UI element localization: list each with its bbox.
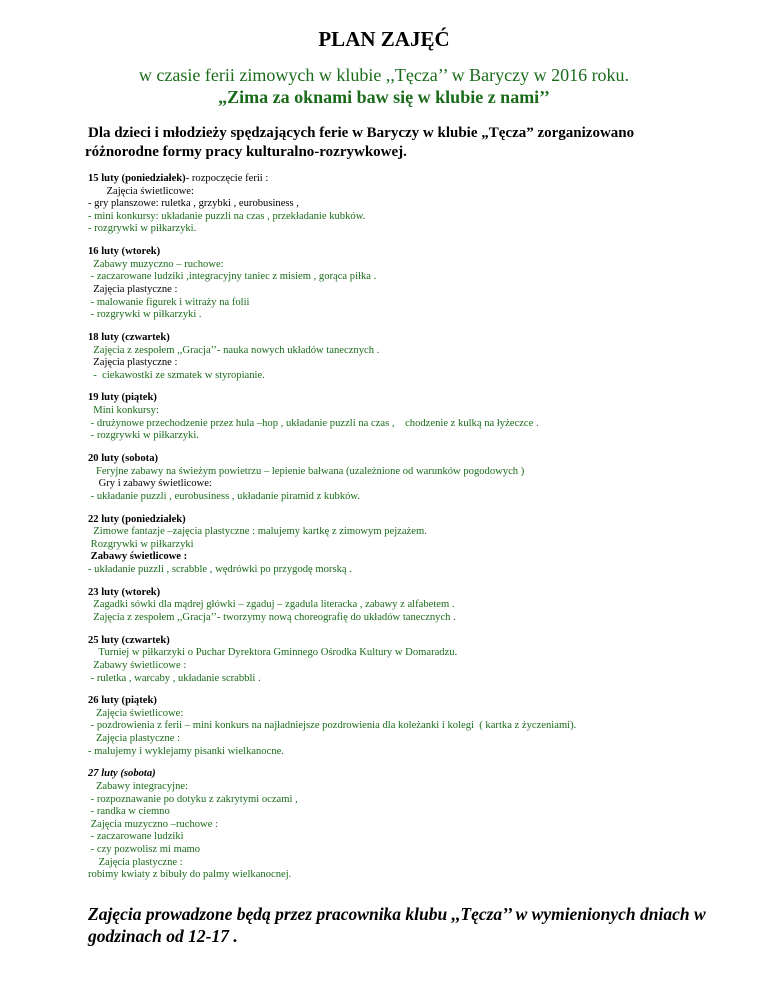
day-entry <box>88 635 688 685</box>
day-date: 19 luty (piątek) <box>88 392 157 404</box>
activity-line: - malowanie figurek i witraży na folii <box>88 296 250 308</box>
activity-line: - czy pozwolisz mi mamo <box>88 844 201 855</box>
day-date: 18 luty (czwartek) <box>88 331 170 343</box>
activity-line: Gry i zabawy świetlicowe: <box>88 478 212 490</box>
activity-line: robimy kwiaty z bibuły do palmy wielkanocnej. <box>88 869 292 881</box>
activity-line: Zajęcia plastyczne : <box>88 357 178 369</box>
day-entry <box>88 332 688 382</box>
day-entry <box>88 392 688 442</box>
activity-line: Zajęcia świetlicowe: <box>88 185 194 197</box>
activity-line: - randka w ciemno <box>88 806 170 818</box>
intro-paragraph <box>85 124 688 162</box>
activity-line: - układanie puzzli , eurobusiness , układanie piramid z kubków. <box>88 490 361 502</box>
activity-line: - zaczarowane ludziki <box>88 831 184 843</box>
activity-line: - malujemy i wyklejamy pisanki wielkanocne. <box>88 745 284 757</box>
activity-line: - ruletka , warcaby , układanie scrabbli . <box>88 672 261 684</box>
activity-line: Zajęcia świetlicowe: <box>88 707 184 719</box>
page-title: PLAN ZAJĘĆ <box>318 27 450 51</box>
activity-line: Turniej w piłkarzyki o Puchar Dyrektora Gminnego Ośrodka Kultury w Domaradzu. <box>88 647 458 659</box>
day-date: 26 luty (piątek) <box>88 695 157 707</box>
activity-line: Zabawy muzyczno – ruchowe: <box>88 258 224 270</box>
day-heading <box>88 695 688 708</box>
day-entry <box>88 514 688 577</box>
day-date: 23 luty (wtorek) <box>88 586 161 598</box>
day-date: 27 luty (sobota) <box>88 768 156 780</box>
activity-line: - rozpoznawanie po dotyku z zakrytymi oczami , <box>88 793 298 805</box>
activity-line: Rozgrywki w piłkarzyki <box>88 538 194 550</box>
activity-line: Zajęcia plastyczne : <box>88 856 183 868</box>
day-date: 16 luty (wtorek) <box>88 246 161 258</box>
day-date: 20 luty (sobota) <box>88 453 159 465</box>
activity-line: - pozdrowienia z ferii – mini konkurs na najładniejsze pozdrowienia dla koleżanki i kolegi ( kartka z życzeniami). <box>88 720 577 732</box>
day-date: 15 luty (poniedziałek) <box>88 173 186 184</box>
footer-note: Zajęcia prowadzone będą przez pracownika klubu ,,Tęcza’’ w wymienionych dniach w godzinach od 12-17 . <box>88 904 706 946</box>
day-entry <box>88 768 688 881</box>
activity-line: - gry planszowe: ruletka , grzybki , eurobusiness , <box>88 198 299 210</box>
activity-line: Zimowe fantazje –zajęcia plastyczne : malujemy kartkę z zimowym pejzażem. <box>88 526 427 538</box>
schedule <box>88 173 688 892</box>
activity-line: Zajęcia plastyczne : <box>88 733 181 745</box>
activity-line: - zaczarowane ludziki ,integracyjny taniec z misiem , gorąca piłka . <box>88 271 377 283</box>
day-heading <box>88 453 688 466</box>
day-entry <box>88 246 688 322</box>
activity-line: Zabawy świetlicowe : <box>88 659 187 671</box>
day-entry <box>88 453 688 503</box>
day-entry <box>88 173 688 236</box>
activity-line: Zagadki sówki dla mądrej główki – zgaduj – zgadula literacka , zabawy z alfabetem . <box>88 599 455 611</box>
activity-line: - ciekawostki ze szmatek w styropianie. <box>88 369 265 381</box>
subtitle: w czasie ferii zimowych w klubie ,,Tęcza’’ w Baryczy w 2016 roku. <box>138 65 630 85</box>
day-date: 22 luty (poniedziałek) <box>88 513 186 525</box>
activity-line: - układanie puzzli , scrabble , wędrówki po przygodę morską . <box>88 563 352 575</box>
activity-line: - rozgrywki w piłkarzyki. <box>88 223 197 235</box>
activity-line: Zabawy świetlicowe : <box>88 551 188 563</box>
intro-line-2: różnorodne formy pracy kulturalno-rozrywkowej. <box>85 144 407 160</box>
day-entry <box>88 587 688 625</box>
activity-line: Zajęcia z zespołem ,,Gracja’’- tworzymy nową choreografię do układów tanecznych . <box>88 611 456 623</box>
activity-line: Zajęcia muzyczno –ruchowe : <box>88 818 219 830</box>
day-entry <box>88 695 688 758</box>
day-heading <box>88 246 688 259</box>
activity-line: - mini konkursy: układanie puzzli na czas , przekładanie kubków. <box>88 210 366 222</box>
day-heading <box>88 332 688 345</box>
day-heading <box>88 514 688 527</box>
motto: „Zima za oknami baw się w klubie z nami’’ <box>218 87 550 107</box>
day-date: 25 luty (czwartek) <box>88 634 170 646</box>
day-heading <box>88 587 688 600</box>
activity-line: Feryjne zabawy na świeżym powietrzu – lepienie bałwana (uzależnione od warunków pogodowych ) <box>88 465 525 477</box>
day-heading <box>88 173 688 186</box>
day-note: - rozpoczęcie ferii : <box>185 173 269 184</box>
day-heading <box>88 392 688 405</box>
day-heading <box>88 635 688 648</box>
activity-line: Zabawy integracyjne: <box>88 781 189 793</box>
activity-line: - rozgrywki w piłkarzyki. <box>88 430 199 442</box>
day-heading <box>88 768 688 781</box>
intro-line-1: Dla dzieci i młodzieży spędzających ferie w Baryczy w klubie „Tęcza” zorganizowano <box>88 125 635 141</box>
activity-line: - drużynowe przechodzenie przez hula –hop , układanie puzzli na czas , chodzenie z kulką na łyżeczce . <box>88 417 539 429</box>
activity-line: Zajęcia plastyczne : <box>88 283 178 295</box>
activity-line: Zajęcia z zespołem ,,Gracja’’- nauka nowych układów tanecznych . <box>88 344 380 356</box>
activity-line: Mini konkursy: <box>88 405 159 417</box>
activity-line: - rozgrywki w piłkarzyki . <box>88 309 202 321</box>
